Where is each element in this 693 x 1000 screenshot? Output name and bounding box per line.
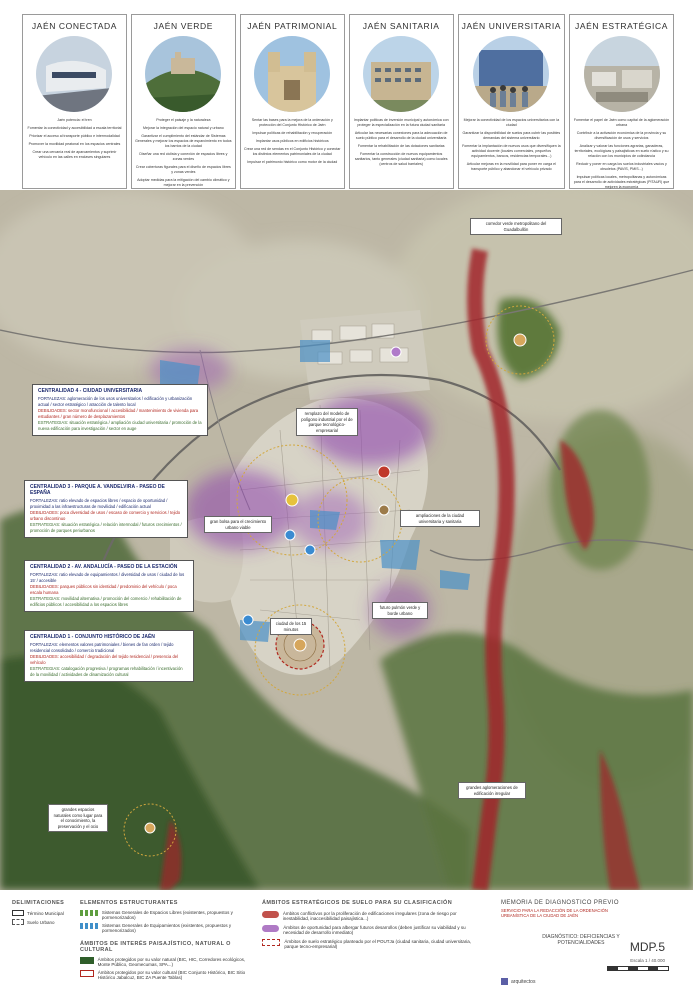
card-line: Jaén potencia: el tren (57, 118, 92, 122)
card-line: Implantar usos públicos en edificios históricos (255, 139, 329, 143)
legend-item (80, 970, 250, 980)
box-fortalezas: FORTALEZAS: elementos valores patrimoniales / bienes de fan orden / tejido residencial consolidado / comercio tradicional (30, 642, 174, 653)
box-estrategias: ESTRATEGIAS: situación estratégica / ampliación ciudad universitaria / promoción de la nueva edificación para investigación / sector en auge (38, 420, 202, 431)
legend-section-title: ÁMBITOS DE INTERÉS PAISAJÍSTICO, NATURAL O CULTURAL (80, 941, 231, 953)
legend-label: Ámbitos protegidos por su valor cultural (BIC Conjunto Histórico, BIC Sitio Histórico Jabalcuz, BIC ZA Puente Tablas) (97, 970, 246, 980)
cathedral-photo (254, 36, 330, 112)
scale-label: Escala 1 / 40.000 (630, 958, 665, 963)
futuro-label: futuro pulmón verde y borde urbano (372, 602, 428, 619)
card-title: JAÉN UNIVERSITARIA (461, 21, 562, 31)
card-line: Fomentar el papel de Jaén como capital de la aglomeración urbana (573, 118, 670, 127)
aglomeraciones-label: grandes aglomeraciones de edificación irregular (458, 782, 526, 799)
landmark-icon (145, 823, 155, 833)
natural-swatch (80, 957, 94, 964)
legend-item (12, 919, 72, 925)
centralidad-2-box (24, 560, 194, 612)
espacios-label: grandes espacios naturales como lugar para el conocimiento, la preservación y el ocio (48, 804, 108, 832)
memoria-title: MEMORIA DE DIAGNÓSTICO PREVIO (501, 900, 619, 906)
legend-item (262, 925, 482, 935)
box-debilidades: DEBILIDADES: sector monofuncional / accesibilidad / mantenimiento de vivienda para estudiantes / gran número de desplazamientos (38, 408, 199, 419)
legend-section-title: ELEMENTOS ESTRUCTURANTES (80, 900, 178, 906)
card-line: Sentar las bases para la mejora de la ordenación y protección del Conjunto Histórico de Jaén (251, 118, 333, 127)
delimitaciones-block (12, 900, 72, 925)
card-title: JAÉN ESTRATÉGICA (574, 21, 669, 31)
legend-item (12, 910, 72, 916)
opportunity-swatch (262, 925, 279, 932)
hospital-photo (363, 36, 439, 112)
card-line: Fomentar la construcción de nuevos equipamientos sanitarios, tanto generales (ciudad sanitaria) como locales (centros de salud barriales) (354, 152, 448, 166)
castle-photo (145, 36, 221, 112)
sheet-code: MDP.5 (629, 940, 665, 954)
card-text (573, 118, 670, 193)
card-line: Reducir y poner en carga los suelos industriales vacíos y obsoletos (PAVIS, PMIS...) (576, 162, 667, 171)
firm-logo (501, 978, 535, 985)
remplazo-label: remplazo del modelo de polígono industrial por el de parque tecnológico-empresarial (296, 408, 358, 436)
corredor-label: corredor verde metropolitano del Guadalbullón (470, 218, 562, 235)
card-line: Implantar políticas de inversión municipal y autonómica con proteger la especialización en la futura ciudad sanitaria (353, 118, 449, 127)
legend-item (262, 939, 482, 949)
card-line: Proteger el paisaje y la naturaleza (156, 118, 211, 122)
centralidad-3-box (24, 480, 188, 538)
parking-icon (285, 530, 295, 540)
card-line: Crear una cercanía real de aparcamientos y suprimir vehículo en las calles en enclaves singulares (32, 150, 117, 159)
university-icon (286, 494, 298, 506)
card-title: JAÉN PATRIMONIAL (247, 21, 338, 31)
hospital-icon (378, 466, 390, 478)
legend-label: Ámbitos de suelo estratégico planteado por el POUTJa (ciudad sanitaria, ciudad universitaria, parque tecno-empresarial) (284, 939, 472, 949)
card-title: JAÉN VERDE (153, 21, 214, 31)
card-title: JAÉN SANITARIA (362, 21, 440, 31)
train-photo (36, 36, 112, 112)
card-estrategica (569, 14, 674, 189)
strategic-swatch (262, 939, 280, 946)
boundary-swatch (12, 919, 24, 925)
industry-icon (379, 505, 389, 515)
legend-label: Suelo Urbano (27, 919, 55, 925)
card-text (26, 118, 123, 163)
legend-item (80, 923, 250, 933)
box-debilidades: DEBILIDADES: parques públicos sin identidad / predominio del vehículo / poca escala humana (30, 584, 177, 595)
boundary-swatch (12, 910, 24, 916)
cathedral-icon (294, 639, 306, 651)
card-universitaria (458, 14, 565, 189)
map-canvas (0, 190, 693, 890)
card-line: Fomentar la conectividad y accesibilidad a escala territorial (27, 126, 122, 130)
card-line: Crear una red de sendas en el Conjunto Histórico y conectar los distintos elementos patrimoniales de la ciudad (244, 147, 341, 156)
green-swatch (80, 910, 98, 916)
card-line: Contribuir a la activación económica de la provincia y su diversificación de usos y servicios (576, 131, 667, 140)
conflict-swatch (262, 911, 279, 918)
bolsa-label: gran bolsa para el crecimiento urbano viable (204, 516, 272, 533)
parking-icon (243, 615, 253, 625)
box-estrategias: ESTRATEGIAS: catalogación progresiva / programas rehabilitación / incentivación de la movilidad / actividades de dinamización cultural (30, 666, 183, 677)
card-line: Promover la movilidad peatonal en los espacios centrales (28, 142, 121, 146)
legend-item (80, 957, 250, 967)
card-line: Diseñar una red ciclista y conexión de espacios libres y zonas verdes (139, 152, 228, 161)
card-line: Impulsar políticas locales, metropolitanas y autonómicas para el desarrollo de actividades estratégicas (PITAUR) que mejoren la economía (573, 175, 670, 189)
legend-label: Ámbitos protegidos por su valor natural (BIC, HIC, Corredores ecológicos, Monte Público, Geomecumas, SPA...) (97, 957, 246, 967)
legend-label: Sistemas Generales de Equipamientos (existentes, propuestos y pormenorizados) (102, 923, 232, 933)
legend-section-title: DELIMITACIONES (12, 900, 65, 906)
box-title: CENTRALIDAD 3 - PARQUE A. VANDELVIRA - PASEO DE ESPAÑA (30, 484, 165, 496)
blue-swatch (80, 923, 98, 929)
legend-item (262, 911, 482, 921)
legend-label: Ámbitos de oportunidad para albergar futuros desarrollos (deben justificar su viabilidad y su necesidad de desarrollo inmediato) (283, 925, 466, 935)
card-conectada (22, 14, 127, 189)
card-line: Priorizar el acceso al transporte público e intermodalidad (29, 134, 120, 138)
card-line: Articular las necesarias conexiones para la adecuación de suelo público para el desarrollo de la ciudad universitaria (354, 131, 448, 140)
box-fortalezas: FORTALEZAS: ratio elevado de espacios libres / espacio de oportunidad / proximidad a las infraestructuras de movilidad / edificación actual (30, 498, 168, 509)
card-line: Impulsar el patrimonio histórico como motor de la ciudad (247, 160, 338, 164)
box-title: CENTRALIDAD 2 - AV. ANDALUCÍA - PASEO DE LA ESTACIÓN (30, 564, 178, 570)
diagnosis-map (0, 190, 693, 890)
logo-mark-icon (501, 978, 508, 985)
card-sanitaria (349, 14, 454, 189)
box-fortalezas: FORTALEZAS: ratio elevado de equipamientos / diversidad de usos / ciudad de los 15' / accesible (30, 572, 185, 583)
parking-icon (305, 545, 315, 555)
card-line: Adoptar medidas para la mitigación del cambio climático y mejorar en la prevención (137, 178, 230, 187)
card-line: Fomentar la rehabilitación de las dotaciones sanitarias (357, 144, 445, 148)
card-title: JAÉN CONECTADA (31, 21, 118, 31)
card-patrimonial (240, 14, 345, 189)
box-debilidades: DEBILIDADES: poca diversidad de usos / escaso de comercio y servicios / tejido urbano discontinuo (30, 510, 181, 521)
card-verde (131, 14, 236, 189)
card-text (462, 118, 561, 175)
card-line: Articular mejoras en la movilidad para poner en carga el transporte público y abandonar el vehículo privado (466, 162, 556, 171)
legend-label: Término Municipal (27, 910, 64, 916)
ampliaciones-label: ampliaciones de la ciudad universitaria y sanitaria (400, 510, 480, 527)
card-line: Mejorar la conectividad de los espacios universitarios con la ciudad (463, 118, 560, 127)
industrial-photo (584, 36, 660, 112)
box-estrategias: ESTRATEGIAS: movilidad alternativa / promoción del comercio / rehabilitación de edificios públicos / accesibilidad a los espacios libres (30, 596, 182, 607)
firm-name: arquitectos (511, 978, 536, 985)
university-photo (473, 36, 549, 112)
ciudad15-label: ciudad de los 15 minutos (270, 618, 312, 635)
title-block (501, 900, 679, 992)
diagnostico-title: DIAGNÓSTICO: DEFICIENCIAS Y POTENCIALIDADES (542, 934, 620, 946)
card-line: Analizar y valorar las funciones agrarias, ganaderas, territoriales, ecológicas y paisajísticas en suelo rústico y su relación con los municipios de colindancia (574, 144, 669, 158)
card-line: Crear coberturas figurales para el diseño de espacios libres y zonas verdes (135, 165, 231, 174)
estructurantes-block (80, 900, 250, 980)
legend-section-title: ÁMBITOS ESTRATÉGICOS DE SUELO PARA SU CLASIFICACIÓN (262, 900, 453, 906)
legend-label: Ámbitos conflictivos por la proliferación de edificaciones irregulares (zona de riesgo por inestabilidad, inaccesibilidad paisajística...) (282, 911, 457, 921)
legend-item (80, 910, 250, 920)
card-line: Fomentar la implantación de nuevos usos que diversifiquen la actividad docente (locales comerciales, pequeños equipamientos, bancos, residencias temporales...) (462, 144, 561, 158)
opportunity-icon (391, 347, 401, 357)
card-text (135, 118, 232, 191)
map-legend (0, 890, 693, 1000)
card-line: Impulsar políticas de rehabilitación y recuperación (252, 131, 333, 135)
centralidad-4-box (32, 384, 208, 436)
box-title: CENTRALIDAD 1 - CONJUNTO HISTÓRICO DE JAÉN (30, 634, 155, 640)
objectives-cards (22, 14, 674, 189)
cultural-swatch (80, 970, 94, 977)
legend-label: Sistemas Generales de Espacios Libres (existentes, propuestos y pormenorizados) (101, 910, 233, 920)
card-text (244, 118, 341, 168)
centralidad-1-box (24, 630, 194, 682)
card-line: Garantizar la disponibilidad de suelos para cubrir las posibles demandas del sistema universitario (462, 131, 561, 140)
landmark-icon (514, 334, 526, 346)
card-text (353, 118, 450, 170)
box-fortalezas: FORTALEZAS: aglomeración de los usos universitarios / edificación y urbanización actual / sector estratégico / atracción de talento local (38, 396, 193, 407)
box-title: CENTRALIDAD 4 - CIUDAD UNIVERSITARIA (38, 388, 143, 394)
card-line: Mejorar la integración del espacio natural y urbano (143, 126, 224, 130)
box-estrategias: ESTRATEGIAS: situación estratégica / relación intermodal / futuros crecimientos / promoción de parques periurbanos (30, 522, 182, 533)
servicio-text: SERVICIO PARA LA REDACCIÓN DE LA ORDENACIÓN URBANÍSTICA DE LA CIUDAD DE JAÉN (501, 908, 608, 918)
box-debilidades: DEBILIDADES: accesibilidad / degradación del tejido residencial / presencia del vehículo (30, 654, 179, 665)
scale-bar (607, 966, 669, 971)
card-line: Garantizar el cumplimiento del estándar de Sistemas Generales y mejorar los espacios de esparcimiento en todos los barrios de la ciudad (135, 134, 232, 148)
estrategicos-block (262, 900, 482, 949)
